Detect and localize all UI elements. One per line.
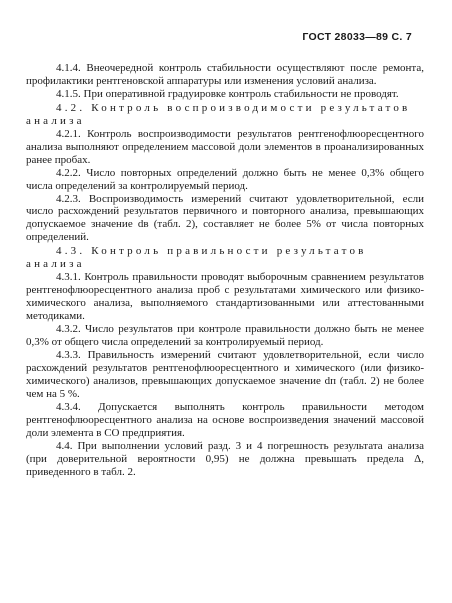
paragraph-4-2-2: 4.2.2. Число повторных определений должно быть не менее 0,3% общего числа определений за контролируемый период.: [26, 166, 424, 192]
paragraph-4-1-4: 4.1.4. Внеочередной контроль стабильности осуществляют после ремонта, профилактики рентгеновской аппаратуры или изменения условий анализа.: [26, 62, 424, 87]
paragraph-4-2-1: 4.2.1. Контроль воспроизводимости результатов рентгенофлюоресцентного анализа выполняют определением массовой доли элементов в проанализированных ранее пробах.: [26, 127, 424, 166]
paragraph-4-3-1: 4.3.1. Контроль правильности проводят выборочным сравнением результатов рентгенофлюоресцентного анализа проб с результатами химического или физико-химического анализа, выполняемого стандартизованными или аттестованными методиками.: [26, 271, 424, 323]
paragraph-4-3-2: 4.3.2. Число результатов при контроле правильности должно быть не менее 0,3% от общего числа определений за контролируемый период.: [26, 323, 424, 349]
paragraph-4-4: 4.4. При выполнении условий разд. 3 и 4 погрешность результата анализа (при доверительной вероятности 0,95) не должна превышать предела Δ, приведенного в табл. 2.: [26, 439, 424, 478]
document-body: [26, 62, 424, 479]
section-heading-4-3: 4.3. Контроль правильности результатов анализа: [26, 245, 367, 271]
section-heading-4-2: 4.2. Контроль воспроизводимости результатов анализа: [26, 101, 411, 127]
paragraph-4-3-3: 4.3.3. Правильность измерений считают удовлетворительной, если число расхождений результатов рентгенофлюоресцентного и химического (или физико-химического) анализов, превышающих допускаемое значение dп (табл. 2) не более чем на 5 %.: [26, 348, 424, 400]
page-header: ГОСТ 28033—89 С. 7: [302, 31, 412, 43]
paragraph-4-2-3: 4.2.3. Воспроизводимость измерений считают удовлетворительной, если число расхождений результатов первичного и повторного анализа, превышающих допускаемое значение dв (табл. 2), составляет не более 5% от числа повторных определений.: [26, 192, 424, 244]
paragraph-4-3-4: 4.3.4. Допускается выполнять контроль правильности методом рентгенофлюоресцентного анализа на основе воспроизведения значений массовой доли элемента в СО предприятия.: [26, 400, 424, 439]
paragraph-4-1-5: 4.1.5. При оперативной градуировке контроль стабильности не проводят.: [56, 87, 399, 100]
